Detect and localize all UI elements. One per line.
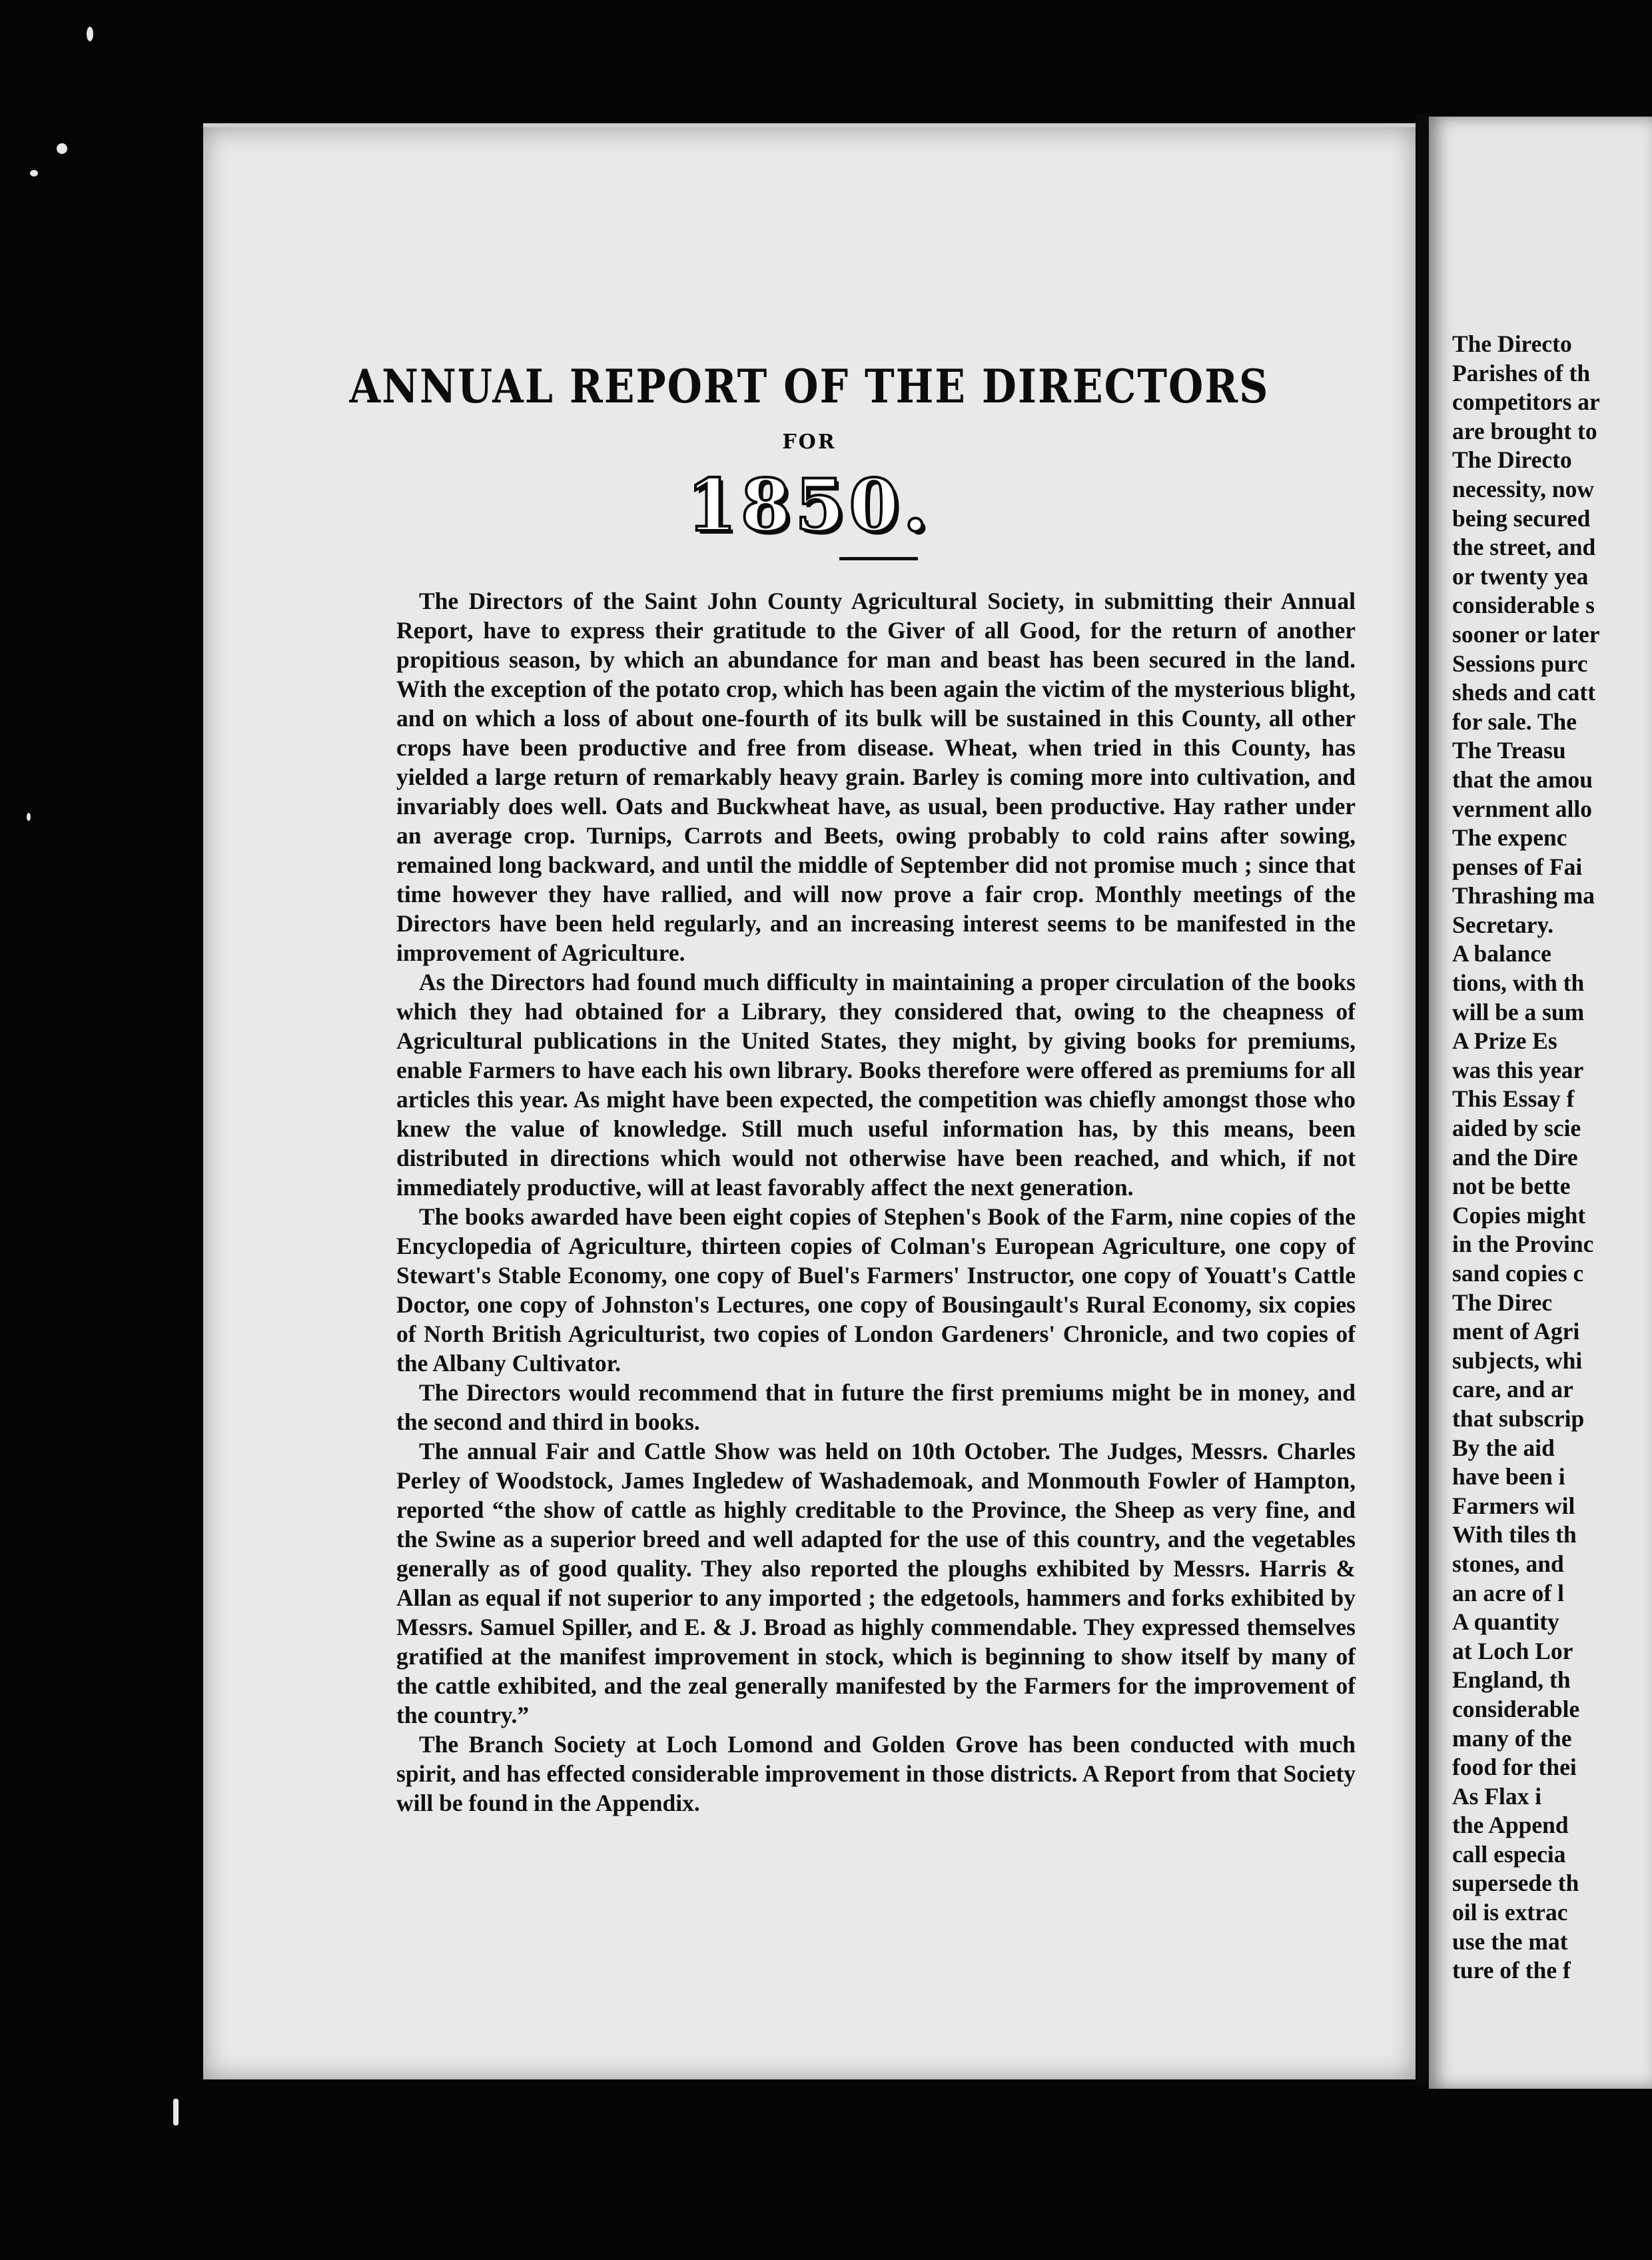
right-page-line: considerable <box>1452 1695 1580 1722</box>
right-page-line: the Append <box>1452 1812 1569 1839</box>
right-page-line: ment of Agri <box>1452 1318 1580 1345</box>
right-page-line: The Treasu <box>1452 737 1566 764</box>
right-page-line: not be bette <box>1452 1173 1571 1200</box>
paragraph-library: As the Directors had found much difficulty in maintaining a proper circulation of the books which they had obtained for a Library, they considered that, owing to the cheapness of Agricultural publications in the United States, they might, by giving books for premiums, enable Farmers to have each his own library. Books therefore were offered as premiums for all articles this year. As might have been expected, the competition was chiefly amongst those who knew the value of knowledge. Still much useful information has, by this means, been distributed in directions which would not otherwise have been reached, and which, if not immediately productive, will at least favorably affect the next generation. <box>396 969 1356 1201</box>
right-page-text <box>1452 330 1652 1985</box>
report-year: 1850. <box>686 464 933 548</box>
right-page-line: With tiles th <box>1452 1521 1577 1548</box>
right-page-line: A balance <box>1452 940 1551 967</box>
film-speck <box>57 143 67 154</box>
right-page-line: The Directo <box>1452 446 1572 474</box>
right-page-line: Sessions purc <box>1452 650 1588 677</box>
film-speck <box>173 2099 179 2125</box>
film-speck <box>87 27 93 41</box>
paragraph-recommendation: The Directors would recommend that in future the first premiums might be in money, and the second and third in books. <box>396 1379 1356 1435</box>
right-page-line: Parishes of th <box>1452 359 1591 386</box>
right-page-line: Farmers wil <box>1452 1492 1575 1519</box>
right-page-line: This Essay f <box>1452 1085 1575 1113</box>
right-page-line: that the amou <box>1452 766 1593 793</box>
right-page-line: ture of the f <box>1452 1957 1571 1984</box>
paragraph-season: The Directors of the Saint John County Agricultural Society, in submitting their Annual Report, have to express their gratitude to the Giver of all Good, for the return of another propitious season, by which an abundance for man and beast has been secured in the land. With the exception of the potato crop, which has been again the victim of the mysterious blight, and on which a loss of about one-fourth of its bulk will be sustained in this County, all other crops have been productive and free from disease. Wheat, when tried in this County, has yielded a large return of remarkably heavy grain. Barley is coming more into cultivation, and invariably does well. Oats and Buckwheat have, as usual, been productive. Hay rather under an average crop. Turnips, Carrots and Beets, owing probably to cold rains after sowing, remained long backward, and until the middle of September did not promise much ; since that time however they have rallied, and will now prove a fair crop. Monthly meetings of the Directors have been held regularly, and an increasing interest seems to be manifested in the improvement of Agriculture. <box>396 588 1356 966</box>
right-page-line: oil is extrac <box>1452 1899 1568 1926</box>
right-page-line: vernment allo <box>1452 795 1593 822</box>
right-page-line: A Prize Es <box>1452 1027 1557 1055</box>
film-speck <box>27 813 31 821</box>
right-page-line: England, th <box>1452 1666 1571 1694</box>
right-page-line: supersede th <box>1452 1870 1579 1897</box>
right-page-line: aided by scie <box>1452 1115 1581 1142</box>
right-page-line: use the mat <box>1452 1928 1568 1955</box>
title-divider <box>839 557 918 560</box>
right-page-line: being secured <box>1452 504 1591 532</box>
right-page-line: Secretary. <box>1452 911 1554 938</box>
right-page-line: care, and ar <box>1452 1376 1573 1403</box>
right-page-line: penses of Fai <box>1452 853 1583 880</box>
right-page-line: sooner or later <box>1452 620 1600 648</box>
paragraph-fair: The annual Fair and Cattle Show was held on 10th October. The Judges, Messrs. Charles Perley of Woodstock, James Ingledew of Washademoak, and Monmouth Fowler of Hampton, reported “the show of cattle as highly creditable to the Province, the Sheep as very fine, and the Swine as a superior breed and well adapted for the use of this country, and the vegetables generally as of good quality. They also reported the ploughs exhibited by Messrs. Harris & Allan as equal if not superior to any imported ; the edgetools, hammers and forks exhibited by Messrs. Samuel Spiller, and E. & J. Broad as highly commendable. They expressed themselves gratified at the manifest improvement in stock, which is beginning to show itself by many of the cattle exhibited, and the zeal generally manifested by the Farmers for the improvement of the country.” <box>396 1438 1356 1728</box>
right-page-line: sheds and catt <box>1452 679 1596 706</box>
right-page-line: that subscrip <box>1452 1405 1585 1432</box>
paragraph-branch-society: The Branch Society at Loch Lomond and Golden Grove has been conducted with much spirit, and has effected considerable improvement in those districts. A Report from that Society will be found in the Appendix. <box>396 1731 1356 1816</box>
report-for: FOR <box>782 430 837 454</box>
right-page-line: competitors ar <box>1452 388 1600 416</box>
right-page-line: many of the <box>1452 1724 1572 1752</box>
right-page-line: an acre of l <box>1452 1579 1564 1606</box>
right-page-line: or twenty yea <box>1452 562 1589 590</box>
report-title: ANNUAL REPORT OF THE DIRECTORS <box>349 360 1270 414</box>
right-page-line: was this year <box>1452 1056 1584 1083</box>
right-page-line: As Flax i <box>1452 1782 1542 1810</box>
right-page-line: considerable s <box>1452 592 1595 619</box>
right-page-line: will be a sum <box>1452 998 1585 1025</box>
right-page-line: the street, and <box>1452 534 1596 561</box>
right-page-line: in the Provinc <box>1452 1231 1594 1258</box>
right-page-line: have been i <box>1452 1463 1565 1490</box>
right-page-line: By the aid <box>1452 1434 1555 1461</box>
right-page-line: are brought to <box>1452 417 1597 444</box>
right-page-line: food for thei <box>1452 1754 1577 1781</box>
right-page-line: A quantity <box>1452 1608 1559 1636</box>
right-page-line: Copies might <box>1452 1201 1586 1229</box>
right-page-line: The expenc <box>1452 824 1567 851</box>
right-page-line: Thrashing ma <box>1452 882 1595 909</box>
right-page-line: subjects, whi <box>1452 1347 1583 1374</box>
right-page-line: stones, and <box>1452 1550 1564 1577</box>
right-page-line: at Loch Lor <box>1452 1637 1573 1664</box>
report-body <box>396 586 1356 1818</box>
right-page-line: tions, with th <box>1452 969 1585 997</box>
right-page-line: The Direc <box>1452 1289 1553 1316</box>
right-page-line: The Directo <box>1452 330 1572 357</box>
right-page-line: and the Dire <box>1452 1143 1578 1171</box>
paragraph-books-awarded: The books awarded have been eight copies of Stephen's Book of the Farm, nine copies of the Encyclopedia of Agriculture, thirteen copies of Colman's European Agriculture, one copy of Stewart's Stable Economy, one copy of Buel's Farmers' Instructor, one copy of Youatt's Cattle Doctor, one copy of Johnston's Lectures, one copy of Bousingault's Rural Economy, six copies of North British Agriculturist, two copies of London Gardeners' Chronicle, and two copies of the Albany Cultivator. <box>396 1203 1356 1377</box>
right-page-line: sand copies c <box>1452 1260 1584 1287</box>
page-gutter <box>1416 113 1429 2085</box>
right-page-line: necessity, now <box>1452 475 1594 502</box>
film-speck <box>30 170 38 177</box>
right-page-line: for sale. The <box>1452 708 1577 735</box>
right-page-line: call especia <box>1452 1840 1566 1868</box>
